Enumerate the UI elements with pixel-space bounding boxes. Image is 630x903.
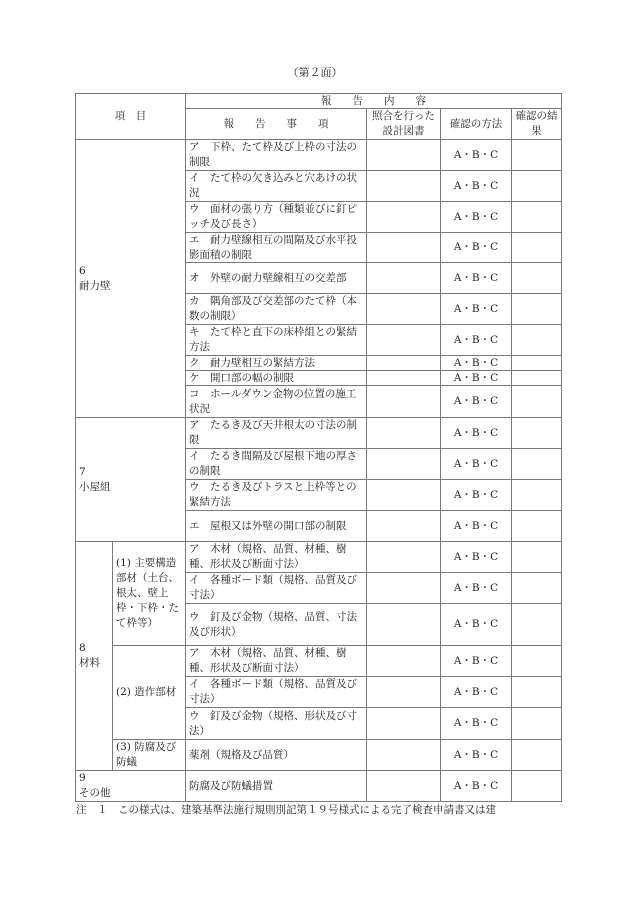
report-item-text: ウ 釘及び金物（規格、品質、寸法及び形状）: [189, 610, 357, 638]
drawing-cell[interactable]: [366, 385, 441, 418]
result-cell[interactable]: [511, 770, 562, 802]
report-item-text: 薬剤（規格及び品質）: [189, 748, 294, 761]
drawing-cell[interactable]: [366, 417, 441, 449]
report-item-text: イ 各種ボード類（規格、品質及び寸法）: [189, 678, 357, 705]
drawing-cell[interactable]: [366, 541, 441, 573]
drawing-cell[interactable]: [366, 170, 441, 202]
report-item-text: ウ 釘及び金物（規格、形状及び寸法）: [189, 709, 357, 737]
header-result-text: 確認の結 果: [515, 110, 568, 137]
section-6-label: [75, 139, 186, 418]
report-item-text: ウ 面材の張り方（種類並びに釘ピッチ及び長さ）: [189, 203, 357, 230]
header-method: [440, 108, 512, 140]
result-cell[interactable]: [511, 370, 562, 386]
report-item-text: カ 隅角部及び交差部のたて枠（本数の制限）: [189, 295, 357, 322]
method-cell-text: A・B・C: [453, 271, 499, 284]
method-cell: [440, 385, 512, 418]
drawing-cell[interactable]: [366, 201, 441, 233]
method-cell-text: A・B・C: [453, 333, 499, 346]
method-cell-text: A・B・C: [453, 519, 499, 532]
method-cell-text: A・B・C: [453, 779, 499, 792]
drawing-cell[interactable]: [366, 707, 441, 740]
report-item-text: イ たて枠の欠き込みと穴あけの状況: [189, 172, 357, 199]
drawing-cell[interactable]: [366, 479, 441, 511]
report-item-text: ア 下枠、たて枠及び上枠の寸法の制限: [189, 141, 357, 168]
report-item: [185, 676, 367, 708]
method-cell: [440, 262, 512, 294]
drawing-cell[interactable]: [366, 293, 441, 325]
header-checked-drawings-text: 照合を行った設計図書: [372, 110, 435, 137]
section-9-label: [75, 770, 186, 802]
method-cell-text: A・B・C: [453, 302, 499, 315]
result-cell[interactable]: [511, 232, 562, 263]
section-number: 7: [79, 465, 86, 478]
section-name: 小屋組: [79, 480, 111, 493]
result-cell[interactable]: [511, 707, 562, 740]
report-item-text: ク 耐力壁相互の緊結方法: [189, 356, 315, 369]
report-item: [185, 510, 367, 542]
method-cell: [440, 676, 512, 708]
method-cell-text: A・B・C: [453, 581, 499, 594]
section-number: 8: [79, 642, 86, 654]
section-name: 材料: [79, 657, 100, 669]
method-cell: [440, 201, 512, 233]
drawing-cell[interactable]: [366, 448, 441, 480]
report-item: [185, 448, 367, 480]
method-cell: [440, 370, 512, 386]
result-cell[interactable]: [511, 510, 562, 542]
header-report-contents-text: 報 告 内 容: [321, 94, 426, 107]
method-cell-text: A・B・C: [453, 550, 499, 563]
section-7-label: [75, 417, 186, 542]
subsection-label-text: (3) 防腐及び防蟻: [116, 741, 177, 768]
method-cell-text: A・B・C: [453, 748, 499, 761]
drawing-cell[interactable]: [366, 645, 441, 677]
report-item: [185, 645, 367, 677]
method-cell: [440, 572, 512, 604]
report-item: [185, 603, 367, 646]
method-cell: [440, 603, 512, 646]
report-item-text: エ 耐力壁線相互の間隔及び水平投影面積の制限: [189, 233, 357, 261]
drawing-cell[interactable]: [366, 739, 441, 771]
drawing-cell[interactable]: [366, 324, 441, 356]
method-cell: [440, 324, 512, 356]
method-cell-text: A・B・C: [453, 356, 499, 369]
method-cell-text: A・B・C: [453, 654, 499, 667]
report-item: [185, 541, 367, 573]
result-cell[interactable]: [511, 645, 562, 677]
subsection-label-text: (1) 主要構造部材（土台、根太、壁上枠・下枠・たて枠等）: [116, 557, 179, 629]
report-item: [185, 385, 367, 418]
result-cell[interactable]: [511, 139, 562, 171]
result-cell[interactable]: [511, 170, 562, 202]
report-item-text: ア 木材（規格、品質、材種、樹種、形状及び断面寸法）: [189, 647, 347, 674]
report-item-text: ア たるき及び天井根太の寸法の制限: [189, 419, 357, 446]
result-cell[interactable]: [511, 293, 562, 325]
report-item: [185, 293, 367, 325]
method-cell-text: A・B・C: [453, 210, 499, 223]
subsection-label: [112, 645, 186, 740]
report-item-text: キ たて枠と直下の床枠組との緊結方法: [189, 326, 357, 353]
section-number: 6: [79, 264, 86, 277]
drawing-cell[interactable]: [366, 603, 441, 646]
result-cell[interactable]: [511, 676, 562, 708]
drawing-cell[interactable]: [366, 355, 441, 371]
drawing-cell[interactable]: [366, 676, 441, 708]
report-item: [185, 370, 367, 386]
result-cell[interactable]: [511, 448, 562, 480]
report-item: [185, 739, 367, 771]
report-item-text: イ たるき間隔及び屋根下地の厚さの制限: [189, 450, 357, 477]
method-cell: [440, 232, 512, 263]
result-cell[interactable]: [511, 603, 562, 646]
method-cell: [440, 170, 512, 202]
method-cell: [440, 448, 512, 480]
method-cell-text: A・B・C: [453, 395, 499, 407]
report-item-text: 防腐及び防蟻措置: [189, 779, 273, 792]
method-cell: [440, 645, 512, 677]
result-cell[interactable]: [511, 355, 562, 371]
method-cell-text: A・B・C: [453, 618, 499, 630]
report-item-text: エ 屋根又は外壁の開口部の制限: [189, 519, 347, 532]
drawing-cell[interactable]: [366, 262, 441, 294]
method-cell-text: A・B・C: [453, 148, 499, 161]
subsection-label: [112, 739, 186, 771]
drawing-cell[interactable]: [366, 370, 441, 386]
report-item: [185, 355, 367, 371]
subsection-label: [112, 541, 186, 646]
method-cell-text: A・B・C: [453, 685, 499, 698]
header-report-contents: [185, 93, 562, 109]
drawing-cell[interactable]: [366, 139, 441, 171]
method-cell: [440, 417, 512, 449]
drawing-cell[interactable]: [366, 510, 441, 542]
method-cell: [440, 770, 512, 802]
section-8-label: [75, 541, 113, 771]
method-cell: [440, 541, 512, 573]
section-number: 9: [79, 772, 86, 784]
report-item: [185, 479, 367, 511]
result-cell[interactable]: [511, 201, 562, 233]
footnote: 注 １ この様式は、建築基準法施行規則別記第１９号様式による完了検査申請書又は建: [76, 804, 496, 816]
report-item: [185, 324, 367, 356]
method-cell: [440, 707, 512, 740]
result-cell[interactable]: [511, 479, 562, 511]
section-name: その他: [79, 787, 111, 799]
result-cell[interactable]: [511, 324, 562, 356]
drawing-cell[interactable]: [366, 770, 441, 802]
method-cell: [440, 510, 512, 542]
method-cell: [440, 139, 512, 171]
result-cell[interactable]: [511, 541, 562, 573]
drawing-cell[interactable]: [366, 232, 441, 263]
report-item: [185, 707, 367, 740]
method-cell-text: A・B・C: [453, 717, 499, 729]
report-item: [185, 170, 367, 202]
result-cell[interactable]: [511, 417, 562, 449]
method-cell: [440, 479, 512, 511]
method-cell-text: A・B・C: [453, 426, 499, 439]
method-cell-text: A・B・C: [453, 457, 499, 470]
subsection-label-text: (2) 造作部材: [116, 686, 177, 698]
header-result: [511, 108, 568, 140]
report-item-text: イ 各種ボード類（規格、品質及び寸法）: [189, 574, 357, 601]
result-cell[interactable]: [511, 739, 562, 771]
report-item: [185, 201, 367, 233]
method-cell-text: A・B・C: [453, 371, 499, 384]
drawing-cell[interactable]: [366, 572, 441, 604]
header-report-matters: [185, 108, 367, 140]
result-cell[interactable]: [511, 385, 562, 418]
result-cell[interactable]: [511, 572, 562, 604]
page-label: （第２面）: [287, 66, 343, 79]
report-item-text: ウ たるき及びトラスと上枠等との緊結方法: [189, 481, 357, 508]
method-cell: [440, 739, 512, 771]
result-cell[interactable]: [511, 262, 562, 294]
report-item-text: ア 木材（規格、品質、材種、樹種、形状及び断面寸法）: [189, 543, 347, 570]
report-item: [185, 572, 367, 604]
report-item: [185, 262, 367, 294]
report-item-text: コ ホールダウン金物の位置の施工状況: [189, 387, 357, 415]
header-item: [75, 93, 186, 140]
header-checked-drawings: [366, 108, 441, 140]
header-item-text: 項 目: [114, 110, 147, 122]
header-report-matters-text: 報 告 事 項: [223, 117, 329, 130]
report-item: [185, 232, 367, 263]
report-item: [185, 770, 367, 802]
report-item-text: オ 外壁の耐力壁線相互の交差部: [189, 271, 347, 284]
section-name: 耐力壁: [79, 279, 111, 292]
report-item-text: ケ 開口部の幅の制限: [189, 371, 294, 384]
report-item: [185, 139, 367, 171]
method-cell-text: A・B・C: [453, 241, 499, 253]
method-cell-text: A・B・C: [453, 488, 499, 501]
report-item: [185, 417, 367, 449]
method-cell-text: A・B・C: [453, 179, 499, 192]
header-method-text: 確認の方法: [449, 117, 503, 130]
method-cell: [440, 293, 512, 325]
method-cell: [440, 355, 512, 371]
